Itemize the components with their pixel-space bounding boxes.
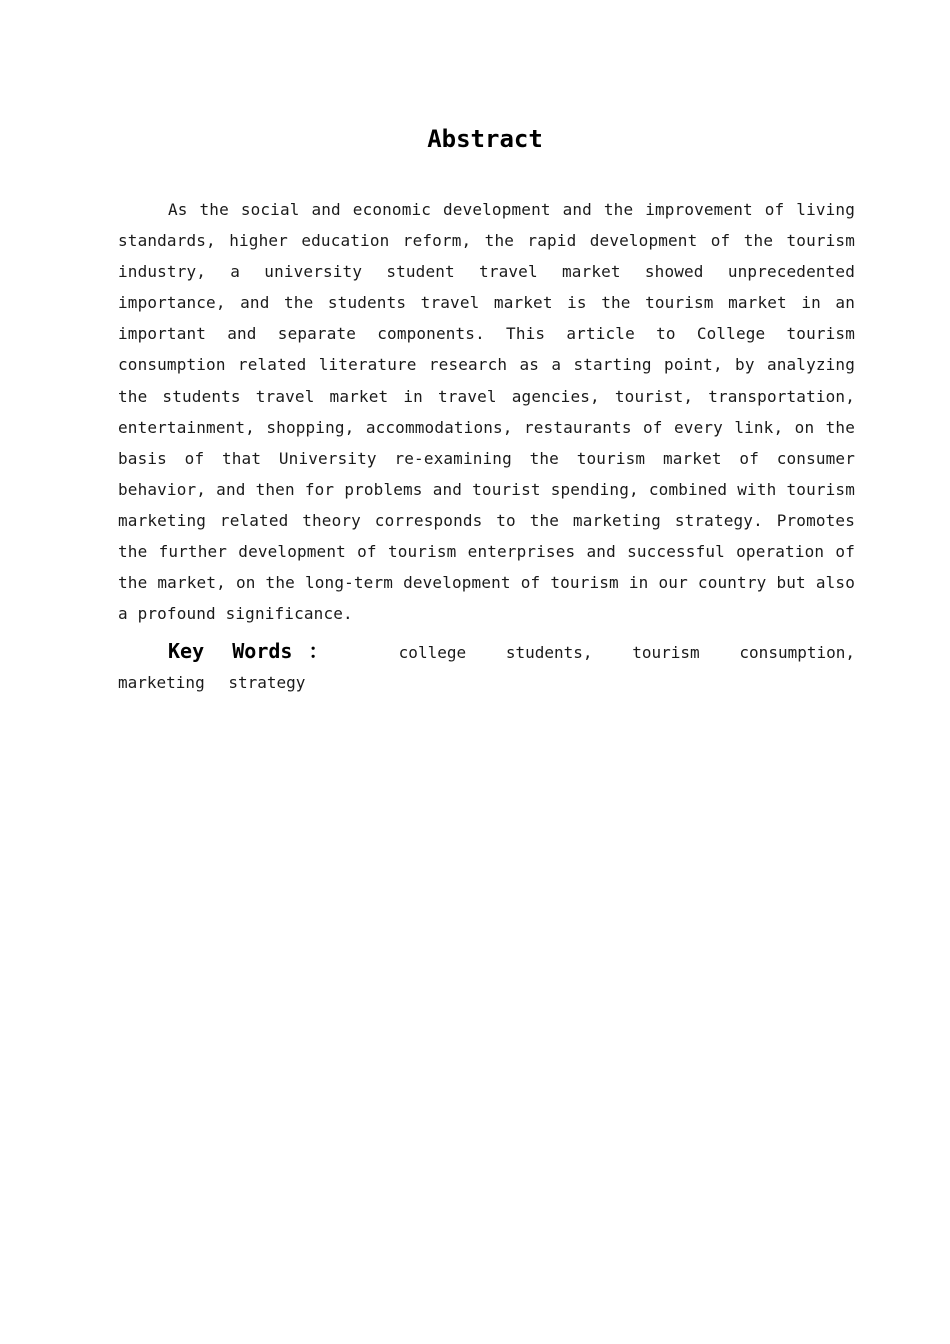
keywords-label: Key Words： bbox=[168, 639, 345, 663]
abstract-paragraph: As the social and economic development and the improvement of living standards, higher education reform, the rapid development of the tourism industry, a university student travel market showed unprecedented importance, and the students travel market is the tourism market in an important and separate components. This article to College tourism consumption related literature research as a starting point, by analyzing the students travel market in travel agencies, tourist, transportation, entertainment, shopping, accommodations, restaurants of every link, on the basis of that University re-examining the tourism market of consumer behavior, and then for problems and tourist spending, combined with tourism marketing related theory corresponds to the marketing strategy. Promotes the further development of tourism enterprises and successful operation of the market, on the long-term development of tourism in our country but also a profound significance. bbox=[118, 200, 855, 624]
page-title: Abstract bbox=[427, 125, 543, 153]
keywords-line bbox=[118, 636, 855, 698]
keywords-values: college students, tourism consumption, marketing strategy bbox=[118, 643, 856, 692]
